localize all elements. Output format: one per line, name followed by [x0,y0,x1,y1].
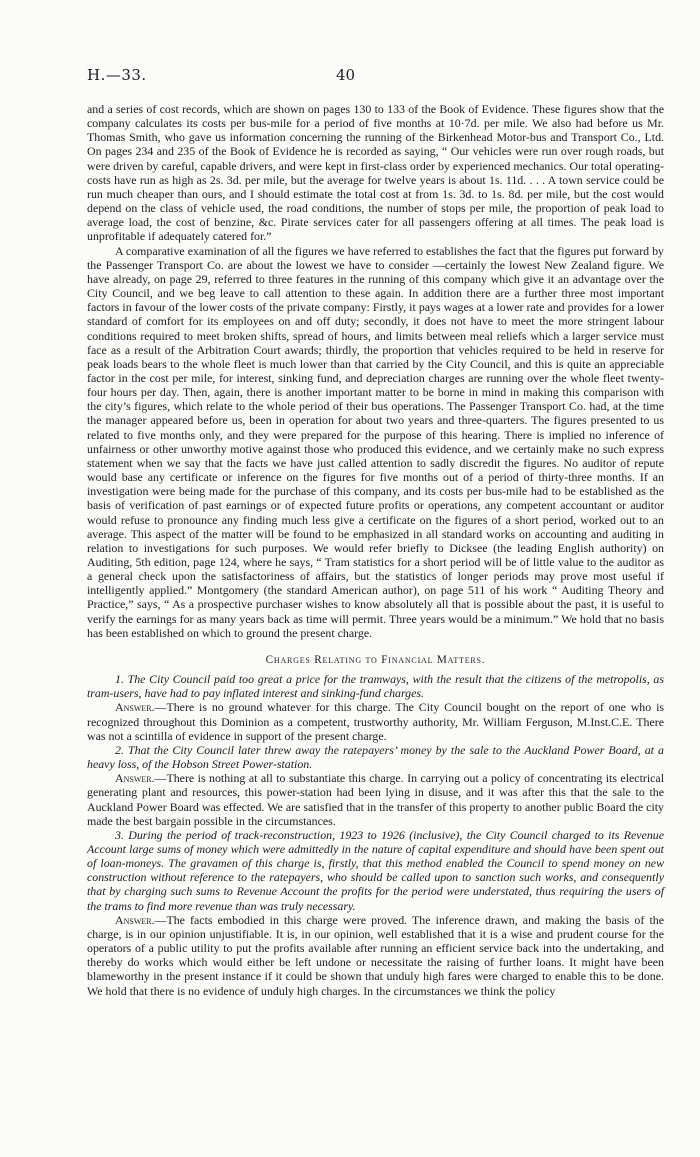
answer-label: Answer.— [115,771,167,786]
paragraph-comparative-examination: A comparative examination of all the figures we have referred to establishes the fact that the figures put forward by the Passenger Transport Co. are about the lowest we have to consider —certainly the lowest New Zealand figure. We have already, on page 29, referred to three features in the running of this company which give it an advantage over the City Council, and we beg leave to call attention to these again. In addition there are a further three most important factors in favour of the lower costs of the private company: Firstly, it pays wages at a lower rate and provides for a lower standard of comfort for its employees on and off duty; secondly, it does not have to meet the more stringent labour conditions required to meet broken shifts, spread of hours, and limits between meal reliefs which a larger service must face as a result of the Arbitration Court awards; thirdly, the proportion that vehicles required to be held in reserve for peak loads bears to the whole fleet is much lower than that carried by the City Council, and this is quite an appreciable factor in the cost per mile, for interest, sinking fund, and depreciation charges are running over the whole fleet twenty-four hours per day. Then, again, there is another important matter to be borne in mind in making this comparison with the city’s figures, which relate to the whole period of their bus operations. The Passenger Transport Co. had, at the time the manager appeared before us, been in operation for about two years and three-quarters. The figures presented to us related to five months only, and they were prepared for the purpose of this hearing. There is implied no inference of unfairness or other unworthy motive against those who produced this evidence, and we certainly make no such express statement when we say that the facts we have just called attention to sadly discredit the figures. No auditor of repute would base any certificate or inference on the figures for five months out of a period of thirty-three months. If an investigation were being made for the purchase of this company, and its costs per bus-mile had to be established as the basis of verification of past earnings or of expected future profits or operations, any competent accountant or auditor would refuse to pronounce any finding much less give a certificate on the figures of a short period, worked out to an average. This aspect of the matter will be found to be emphasized in all standard works on accounting and auditing in relation to investigations for such purposes. We would refer briefly to Dicksee (the leading English authority) on Auditing, 5th edition, page 124, where he says, “ Tram statistics for a short period will be of little value to the auditor as a general check upon the satisfactoriness of affairs, but the statistics of longer periods may prove most useful if intelligently applied.” Montgomery (the standard American author), on page 511 of his work “ Auditing Theory and Practice,” says, “ As a prospective purchaser wishes to know absolutely all that is possible about the past, it is useful to verify the earnings for as many years back as time will permit. Three years would be a minimum.” We hold that no basis has been established on which to ground the present charge. [87,243,664,640]
charge-2: 2. That the City Council later threw away the ratepayers’ money by the sale to the Auckland Power Board, at a heavy loss, of the Hobson Street Power-station. [87,742,664,772]
answer-label: Answer.— [115,912,167,927]
paragraph-continued: and a series of cost records, which are shown on pages 130 to 133 of the Book of Evidence. These figures show that the company calculates its costs per bus-mile for a period of five months at 10·7d. per mile. We also had before us Mr. Thomas Smith, who gave us information concerning the running of the Birkenhead Motor-bus and Transport Co., Ltd. On pages 234 and 235 of the Book of Evidence he is recorded as saying, “ Our vehicles were run over rough roads, but were driven by careful, capable drivers, and were kept in first-class order by experienced mechanics. Our total operating-costs have run as high as 2s. 3d. per mile, but the average for twelve years is about 1s. 11d. . . . A town service could be run much cheaper than ours, and I should estimate the total cost at from 1s. 3d. to 1s. 8d. per mile, but the cost would depend on the class of vehicle used, the road conditions, the number of stops per mile, the proportion of peak load to average load, the cost of benzine, &c. Pirate services cater for all passengers offering at all times. The peak load is unprofitable if adequately catered for.” [87,102,664,244]
charge-1: 1. The City Council paid too great a price for the tramways, with the result that the citizens of the metropolis, as tram-users, have had to pay inflated interest and sinking-fund charges. [87,672,664,701]
document-reference: H.—33. [87,66,147,84]
answer-3-text: The facts embodied in this charge were proved. The inference drawn, and making the basis of the charge, is in our opinion unjustifiable. It is, in our opinion, well established that it is a wise and prudent course for the operators of a public utility to put the profits available after running an efficient service back into the undertaking, and thereby do works which would either be left undone or necessitate the raising of further loans. It might have been blameworthy in the present instance if it could be shown that unduly high fares were charged to enable this to be done. We hold that there is no evidence of unduly high charges. In the circumstances we think the policy [87,912,664,998]
answer-label: Answer.— [115,700,167,715]
section-heading: Charges Relating to Financial Matters. [265,653,486,666]
page-number: 40 [336,66,356,84]
answer-2 [87,771,664,828]
answer-1 [87,700,664,742]
charge-3: 3. During the period of track-reconstruction, 1923 to 1926 (inclusive), the City Council charged to its Revenue Account large sums of money which were admittedly in the nature of capital expenditure and should have been spent out of loan-moneys. The gravamen of this charge is, firstly, that this method enabled the Council to spend money on new construction without reference to the ratepayers, who should be called upon to sanction such works, and consequently that by charging such sums to Revenue Account the profits for the period were understated, thus requiring the users of the trams to find more revenue than was truly necessary. [87,827,664,913]
answer-3 [87,913,664,998]
answer-2-text: There is nothing at all to substantiate this charge. In carrying out a policy of concentrating its electrical generating plant and resources, this power-station had been lying in disuse, and it was after this that the sale to the Auckland Power Board was effected. We are satisfied that in the transfer of this property to another public Board the city made the best bargain possible in the circumstances. [87,771,664,828]
page-header [87,66,664,86]
document-body [87,102,664,998]
answer-1-text: There is no ground whatever for this charge. The City Council bought on the report of one who is recognized throughout this Dominion as a competent, trustworthy authority, Mr. William Ferguson, M.Inst.C.E. There was not a scintilla of evidence in support of the present charge. [87,700,664,743]
